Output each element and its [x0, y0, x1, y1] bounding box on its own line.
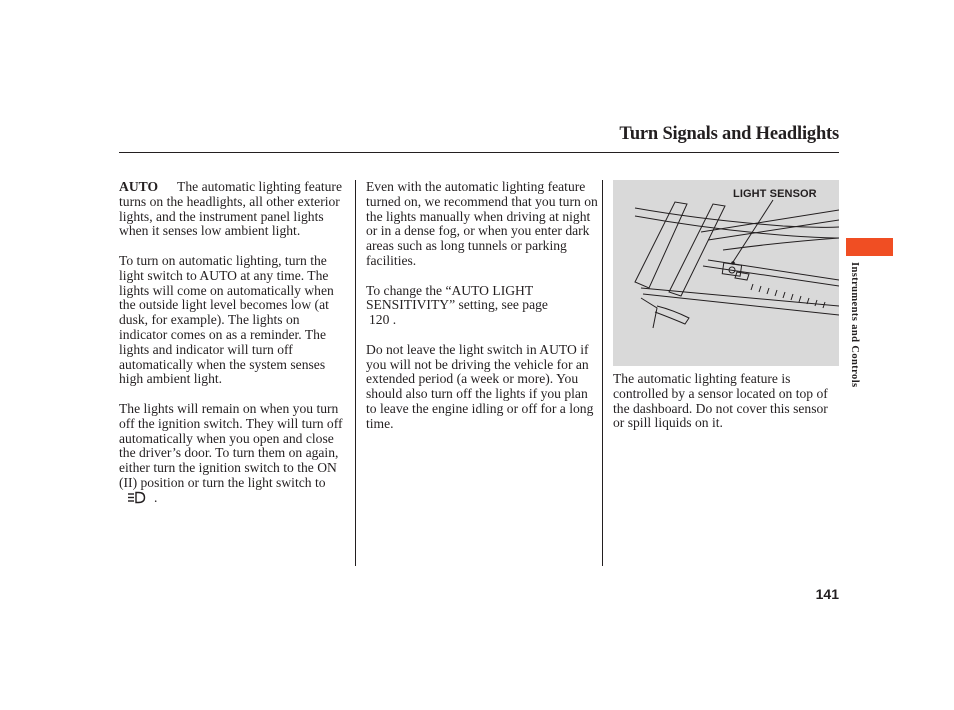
sensitivity-text: To change the “AUTO LIGHT SENSITIVITY” setting, see page	[366, 282, 548, 313]
section-label: Instruments and Controls	[849, 262, 860, 388]
headlight-icon	[127, 491, 146, 508]
text-column-1	[119, 180, 351, 522]
light-sensor-label: LIGHT SENSOR	[733, 188, 817, 200]
auto-description: The automatic lighting feature turns on the headlights, all other exterior lights, and the instrument panel lights when it senses low ambient light.	[119, 179, 342, 239]
auto-off-paragraph	[119, 402, 351, 508]
page-title: Turn Signals and Headlights	[619, 124, 839, 144]
dashboard-drawing	[613, 180, 839, 366]
text-column-2	[366, 180, 598, 446]
section-tab	[846, 238, 893, 256]
manual-lights-paragraph: Even with the automatic lighting feature turned on, we recommend that you turn on the lights manually when driving at night or in a dense fog, or when you enter dark areas such as long tunnels or parking facilities.	[366, 179, 598, 268]
auto-usage-paragraph: To turn on automatic lighting, turn the light switch to AUTO at any time. The lights will come on automatically when the outside light level becomes low (at dusk, for example). The lights on indicator comes on as a reminder. The lights and indicator will turn off automatically when the system senses high ambient light.	[119, 252, 334, 387]
title-divider	[119, 152, 839, 153]
auto-off-text: The lights will remain on when you turn off the ignition switch. They will turn off automatically when you open and close the driver’s door. To turn them on again, either turn the ignition switch to the ON (II) position or turn the light switch to	[119, 400, 343, 490]
sensitivity-paragraph	[366, 284, 598, 328]
auto-term: AUTO	[119, 179, 159, 194]
page-reference: 120 .	[369, 312, 397, 328]
light-sensor-illustration	[613, 180, 839, 366]
auto-paragraph	[119, 180, 351, 239]
warning-paragraph: Do not leave the light switch in AUTO if you will not be driving the vehicle for an extended period (a week or more). You should also turn off the lights if you plan to leave the engine idling or off for a long time.	[366, 341, 594, 431]
sensor-caption: The automatic lighting feature is controlled by a sensor located on top of the dashboard. Do not cover this sensor or spill liquids on it.	[613, 371, 828, 431]
column-divider-2	[602, 180, 603, 566]
page-number: 141	[815, 586, 839, 602]
auto-off-period: .	[154, 489, 158, 505]
column-divider-1	[355, 180, 356, 566]
